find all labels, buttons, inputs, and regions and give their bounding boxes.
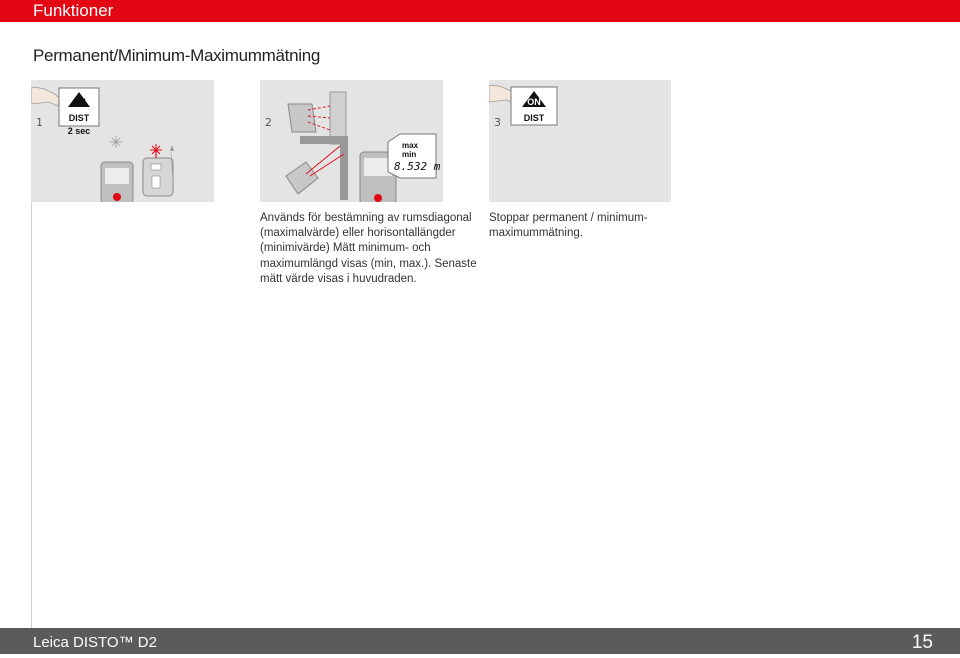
illustration-step-2 [260, 80, 443, 202]
column-divider [31, 202, 32, 628]
footer-product-name: Leica DISTO™ D2 [33, 634, 157, 651]
measurement-illustration [260, 80, 443, 202]
device-press-illustration [489, 80, 671, 202]
key-label-top: ON [527, 97, 541, 107]
section-title: Funktioner [33, 1, 114, 20]
page-title: Permanent/Minimum-Maximummätning [33, 46, 321, 65]
key-label-top: ON [72, 97, 86, 107]
step-3-description: Stoppar permanent / minimum-maximummätning. [489, 212, 648, 240]
footer-bar [0, 628, 960, 654]
page-number: 15 [911, 632, 933, 653]
illustration-step-1 [31, 80, 214, 202]
display-min-label: min [402, 150, 417, 159]
header-bar [0, 0, 960, 22]
step-number: 1 [36, 116, 43, 129]
device-press-illustration [31, 80, 214, 202]
key-label-bottom: DIST [523, 113, 545, 123]
step-2-description: Används för bestämning av rumsdiagonal (maximalvärde) eller horisontallängder (minimivärde) Mätt minimum- och maximumlängd visas (min, max.). Senaste mätt värde visas i huvudraden. [260, 212, 477, 285]
illustration-step-3 [489, 80, 671, 202]
step-number: 3 [494, 116, 501, 129]
display-value: 8.532 m [394, 160, 441, 173]
key-label-bottom: DIST [68, 113, 90, 123]
hold-duration: 2 sec [67, 126, 91, 136]
display-max-label: max [402, 141, 419, 150]
step-number: 2 [265, 116, 272, 129]
